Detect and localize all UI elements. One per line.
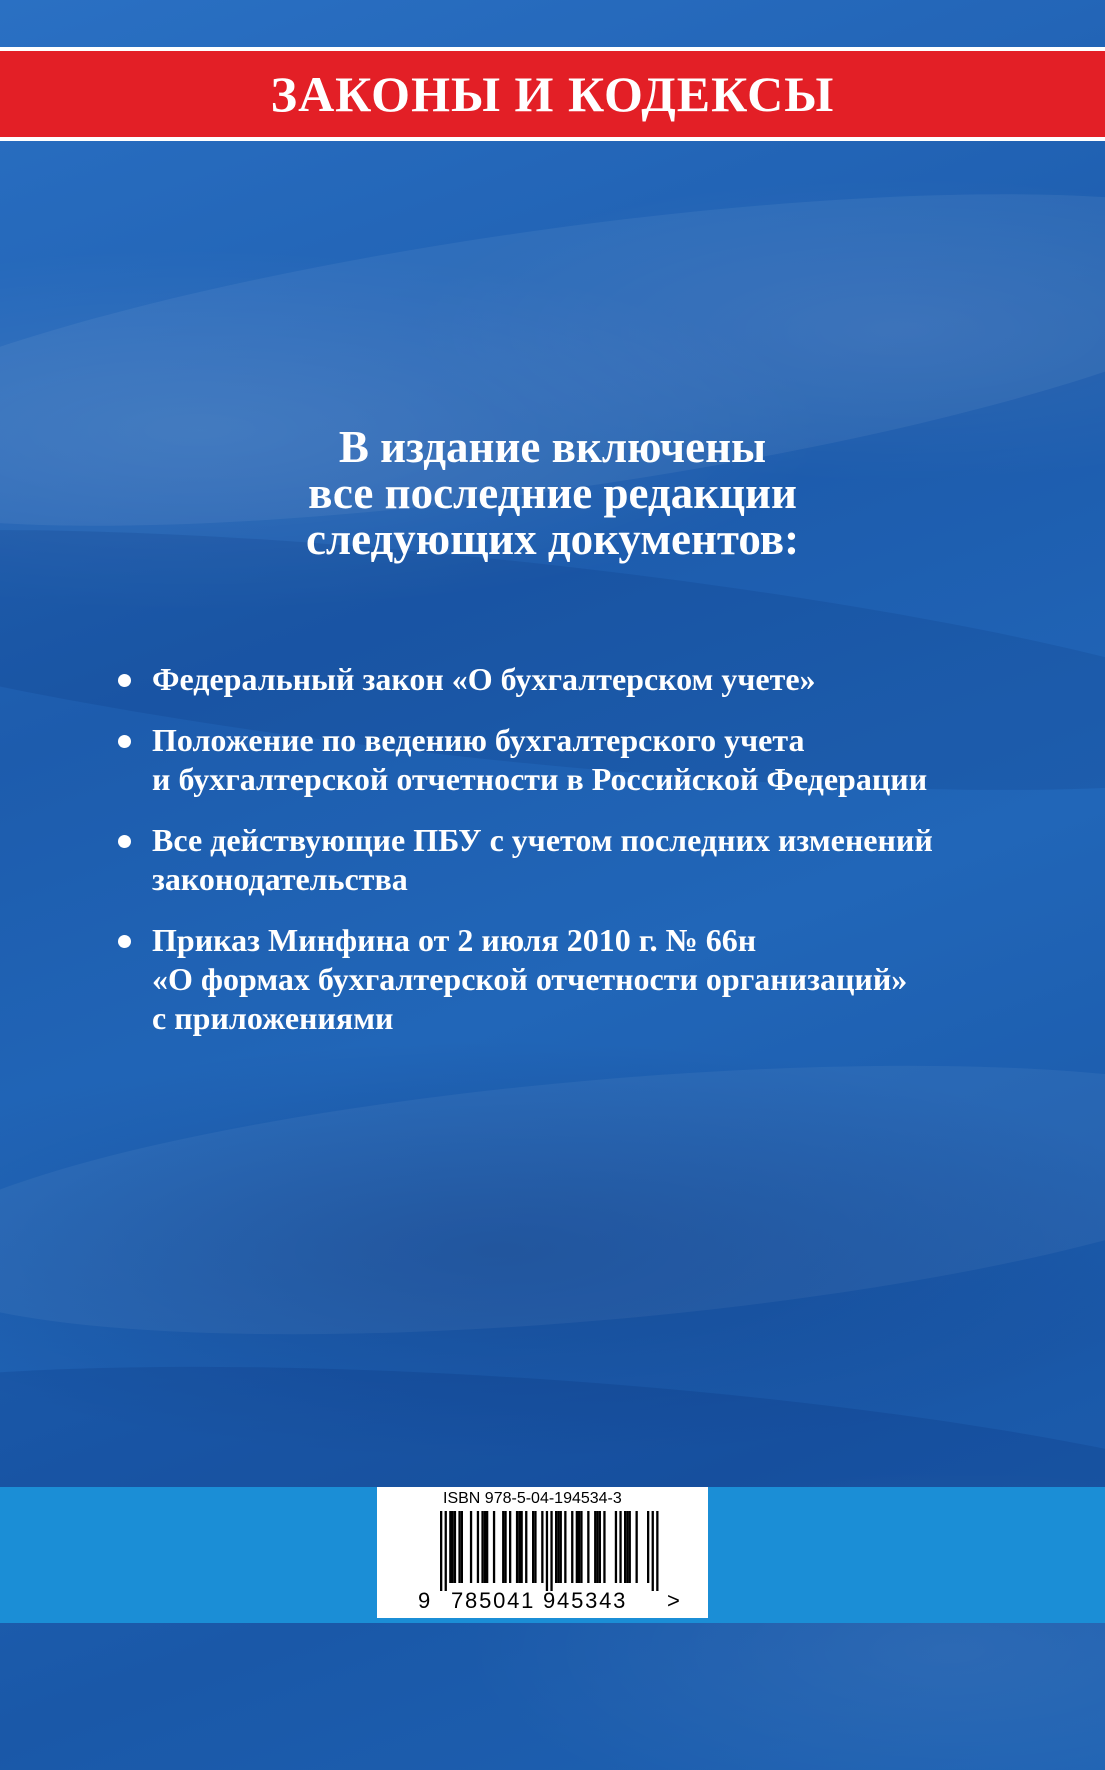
barcode-bar <box>594 1511 596 1583</box>
barcode-bar <box>603 1511 605 1583</box>
barcode-bar <box>470 1511 472 1583</box>
intro-line: все последние редакции <box>308 468 797 518</box>
barcode-bar <box>636 1511 638 1583</box>
series-banner <box>0 47 1105 141</box>
barcode-bar <box>516 1511 518 1583</box>
series-title: ЗАКОНЫ И КОДЕКСЫ <box>270 66 835 122</box>
barcode-bar <box>576 1511 578 1583</box>
barcode-bar <box>629 1511 631 1583</box>
barcode-bar <box>626 1511 628 1583</box>
list-item-text: Федеральный закон «О бухгалтерском учете» <box>152 661 816 697</box>
intro-heading <box>0 424 1105 562</box>
bullet-icon <box>118 835 131 848</box>
isbn-label: ISBN 978-5-04-194534-3 <box>443 1490 622 1507</box>
barcode-bar <box>615 1511 617 1583</box>
barcode-bar <box>555 1511 557 1583</box>
list-item-text: и бухгалтерской отчетности в Российской Федерации <box>152 761 928 797</box>
ean-first-digit: 9 <box>418 1588 431 1613</box>
ean-left-group: 785041 <box>451 1588 536 1613</box>
barcode-bar <box>578 1511 580 1583</box>
list-item-text: «О формах бухгалтерской отчетности организаций» <box>152 961 908 997</box>
barcode-bar <box>534 1511 536 1583</box>
barcode-bar <box>624 1511 626 1583</box>
barcode-bar <box>486 1511 488 1583</box>
barcode-bar <box>619 1511 621 1583</box>
barcode-bar <box>557 1511 559 1583</box>
barcode-bar <box>550 1511 552 1591</box>
list-item-text: с приложениями <box>152 1000 394 1036</box>
barcode-bar <box>504 1511 506 1583</box>
list-item-text: Приказ Минфина от 2 июля 2010 г. № 66н <box>152 922 757 958</box>
list-item-text: Все действующие ПБУ с учетом последних изменений <box>152 822 933 858</box>
list-item <box>115 721 1015 799</box>
barcode-bar <box>518 1511 520 1583</box>
barcode-bar <box>477 1511 479 1583</box>
barcode-bar <box>449 1511 451 1583</box>
barcode-box <box>377 1487 708 1618</box>
list-item <box>115 821 1015 899</box>
barcode-bar <box>580 1511 582 1583</box>
barcode-bar <box>599 1511 601 1583</box>
barcode-bar <box>445 1511 447 1591</box>
barcode-bar <box>454 1511 456 1583</box>
documents-list <box>115 660 1015 1060</box>
barcode-bar <box>546 1511 548 1591</box>
list-item <box>115 660 1015 699</box>
barcode-bar <box>521 1511 523 1583</box>
intro-line: В издание включены <box>338 422 767 472</box>
barcode-bar <box>502 1511 504 1583</box>
intro-line: следующих документов: <box>305 514 800 564</box>
barcode-bar <box>596 1511 598 1583</box>
list-item-text: Положение по ведению бухгалтерского учета <box>152 722 805 758</box>
barcode-bar <box>493 1511 495 1583</box>
bullet-icon <box>118 674 131 687</box>
barcode-bar <box>541 1511 543 1583</box>
fabric-fold <box>0 1019 1105 1380</box>
barcode-bar <box>461 1511 463 1583</box>
list-item <box>115 921 1015 1038</box>
bullet-icon <box>118 735 131 748</box>
list-item-text: законодательства <box>152 861 408 897</box>
barcode-bar <box>587 1511 589 1583</box>
barcode-bar <box>564 1511 566 1583</box>
barcode-bar <box>652 1511 654 1591</box>
barcode-bar <box>484 1511 486 1583</box>
barcode-bar <box>647 1511 649 1583</box>
barcode-bar <box>571 1511 573 1583</box>
ean-right-group: 945343 <box>543 1588 628 1613</box>
barcode-bar <box>452 1511 454 1583</box>
barcode-bar <box>440 1511 442 1591</box>
barcode-bar <box>560 1511 562 1583</box>
barcode-bar <box>532 1511 534 1583</box>
barcode-bar <box>481 1511 483 1583</box>
barcode-bar <box>525 1511 527 1583</box>
barcode-bar <box>509 1511 511 1583</box>
barcode-bar <box>656 1511 658 1591</box>
barcode-bar <box>458 1511 460 1583</box>
ean-arrow: > <box>667 1588 680 1613</box>
bullet-icon <box>118 935 131 948</box>
